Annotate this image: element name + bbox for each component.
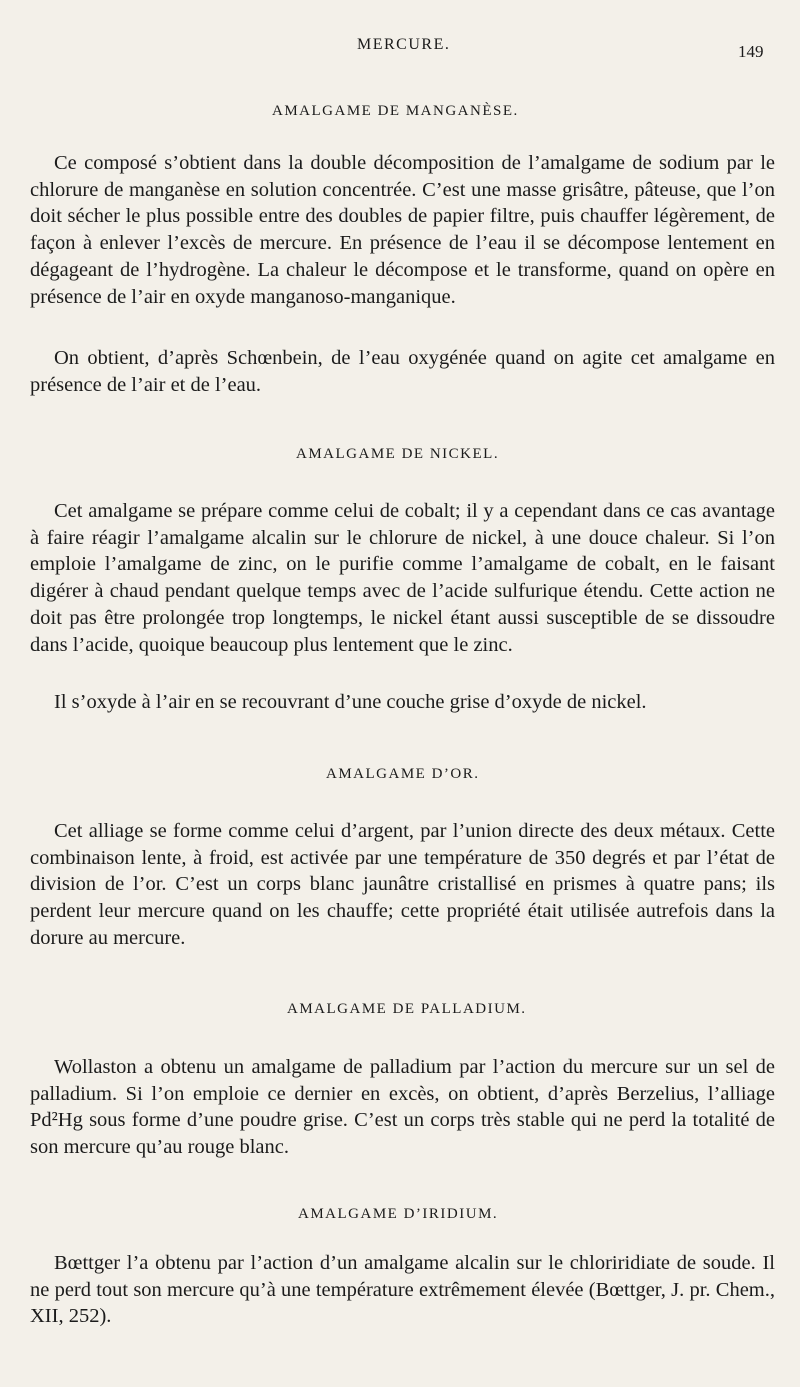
section-title-manganese: AMALGAME DE MANGANÈSE.: [272, 103, 519, 119]
page-header: [0, 30, 800, 60]
paragraph-or-1: Cet alliage se forme comme celui d’argent, par l’union directe des deux métaux. Cette combinaison lente, à froid, est activée par une température de 350 degrés et par l’état de division de l’or. C’est un corps blanc jaunâtre cristallisé en prismes à quatre pans; ils perdent leur mercure quand on les chauffe; cette propriété était utilisée autrefois dans la dorure au mercure.: [30, 820, 775, 949]
paragraph-manganese-1: Ce composé s’obtient dans la double décomposition de l’amalgame de sodium par le chlorure de manganèse en solution concentrée. C’est une masse grisâtre, pâteuse, que l’on doit sécher le plus possible entre des doubles de papier filtre, puis chauffer légèrement, de façon à enlever l’excès de mercure. En présence de l’eau il se décompose lentement en dégageant de l’hydrogène. La chaleur le décompose et le transforme, quand on opère en présence de l’air en oxyde manganoso-manganique.: [30, 152, 775, 308]
page-number: 149: [738, 42, 764, 61]
paragraph-iridium-1: Bœttger l’a obtenu par l’action d’un amalgame alcalin sur le chloriridiate de soude. Il ne perd tout son mercure qu’à une température extrêmement élevée (Bœttger, J. pr. Chem., XII, 252).: [30, 1252, 775, 1328]
paragraph-nickel-2: Il s’oxyde à l’air en se recouvrant d’une couche grise d’oxyde de nickel.: [54, 691, 647, 713]
running-title: MERCURE.: [357, 36, 451, 53]
paragraph-manganese-2: On obtient, d’après Schœnbein, de l’eau oxygénée quand on agite cet amalgame en présence de l’air et de l’eau.: [30, 347, 775, 396]
section-title-nickel: AMALGAME DE NICKEL.: [296, 446, 500, 462]
section-title-or: AMALGAME D’OR.: [326, 766, 480, 782]
paragraph-palladium-1: Wollaston a obtenu un amalgame de palladium par l’action du mercure sur un sel de palladium. Si l’on emploie ce dernier en excès, on obtient, d’après Berzelius, l’alliage Pd²Hg sous forme d’une poudre grise. C’est un corps très stable qui ne perd la totalité de son mercure qu’au rouge blanc.: [30, 1056, 775, 1159]
section-title-palladium: AMALGAME DE PALLADIUM.: [287, 1001, 527, 1017]
section-title-iridium: AMALGAME D’IRIDIUM.: [298, 1206, 499, 1222]
paragraph-nickel-1: Cet amalgame se prépare comme celui de cobalt; il y a cependant dans ce cas avantage à faire réagir l’amalgame alcalin sur le chlorure de nickel, à une douce chaleur. Si l’on emploie l’amalgame de zinc, on le purifie comme l’amalgame de cobalt, en le faisant digérer à chaud pendant quelque temps avec de l’acide sulfurique étendu. Cette action ne doit pas être prolongée trop longtemps, le nickel étant aussi susceptible de se dissoudre dans l’acide, quoique beaucoup plus lentement que le zinc.: [30, 500, 775, 656]
